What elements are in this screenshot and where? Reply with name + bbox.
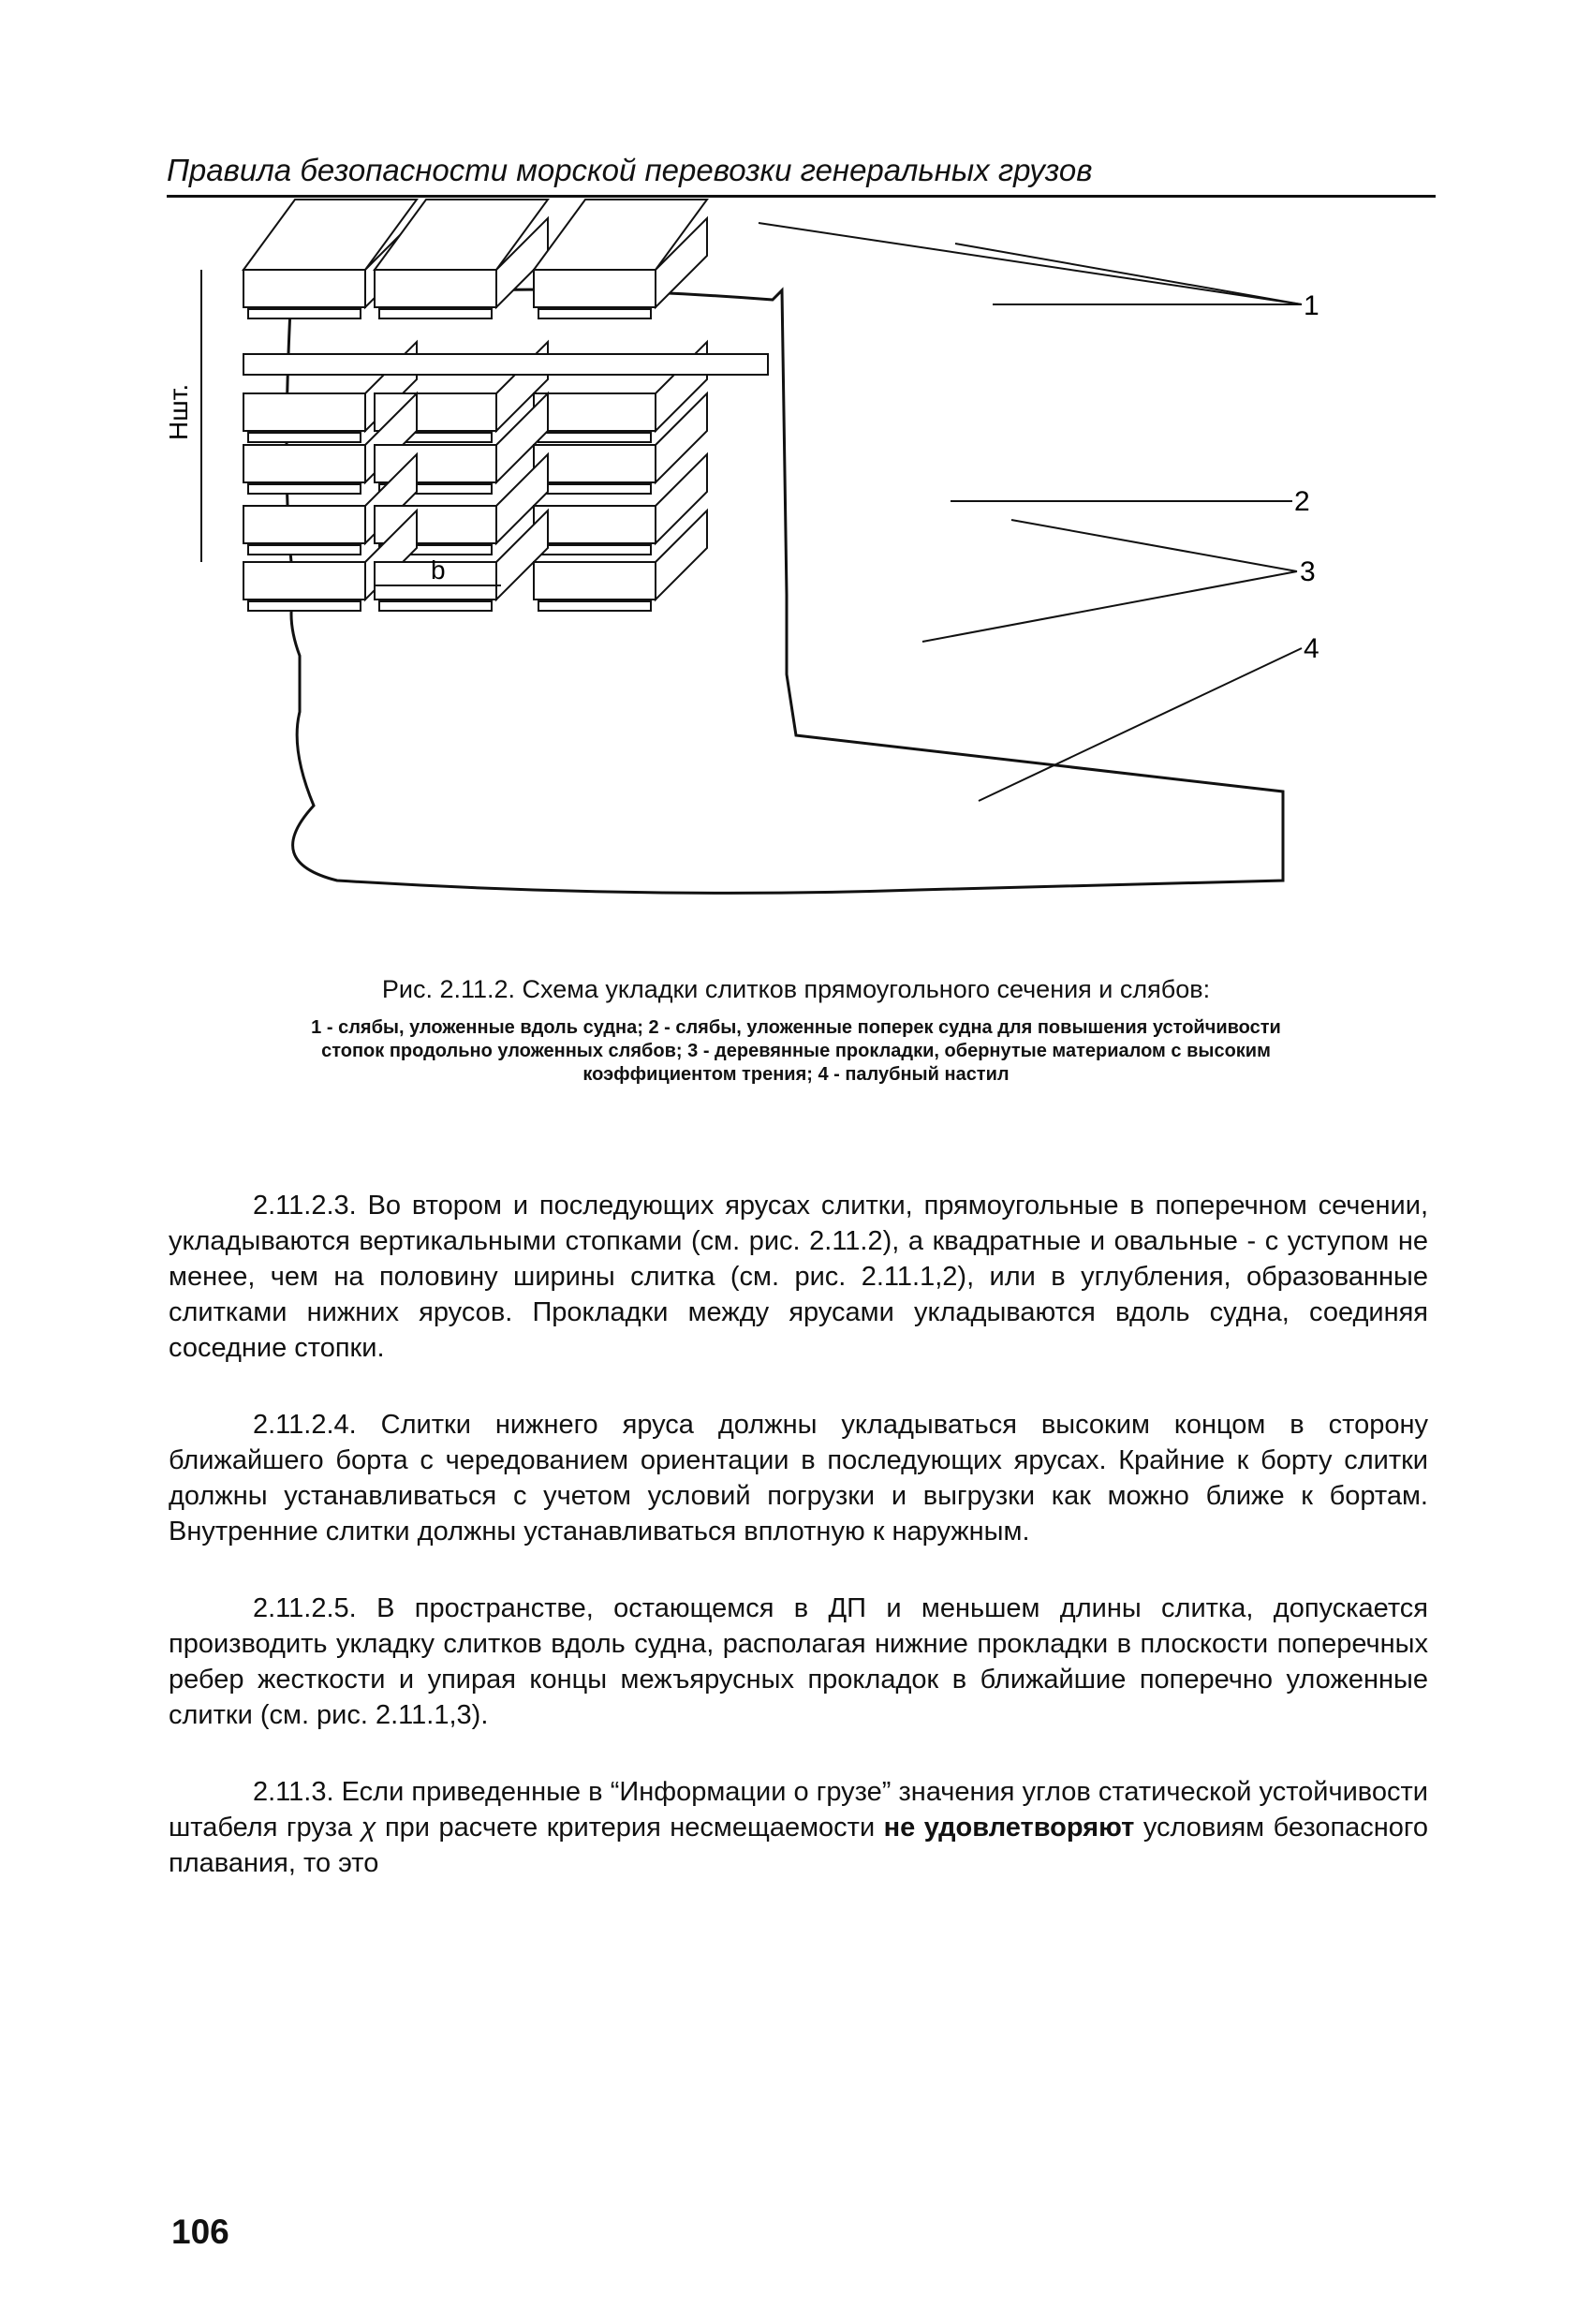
slab-front <box>243 393 365 431</box>
caption-legend: 1 - слябы, уложенные вдоль судна; 2 - слябы, уложенные поперек судна для повышения устойчивости стопок продольно уложенных слябов; 3 - деревянные прокладки, обернутые материалом с высоким коэффициентом трения; 4 - палубный настил <box>311 1017 1281 1085</box>
dunnage-pad <box>248 433 361 442</box>
slab-front <box>534 506 656 543</box>
slab-front <box>243 506 365 543</box>
paragraph-2-11-2-5: 2.11.2.5. В пространстве, остающемся в ДП и меньшем длины слитка, допускается производить укладку слитков вдоль судна, располагая нижние прокладки в плоскости поперечных ребер жесткости и упирая концы межъярусных прокладок в ближайшие поперечно уложенные слитки (см. рис. 2.11.1,3). <box>169 1593 1428 1730</box>
leader-1b <box>955 244 1302 304</box>
leader-1a <box>759 223 1302 304</box>
leader-3a <box>1011 520 1297 571</box>
slab-front <box>534 393 656 431</box>
paragraph-2-11-3 <box>169 1774 1428 1881</box>
dunnage-pad <box>248 309 361 318</box>
page-number: 106 <box>171 2213 229 2251</box>
dunnage-pad <box>248 601 361 611</box>
figure-slab-stacking <box>164 281 1339 965</box>
dunnage-pad <box>538 545 651 555</box>
para-middle: при расчете критерия несмещаемости <box>376 1813 884 1843</box>
leader-lines <box>759 223 1302 801</box>
dunnage-pad <box>538 433 651 442</box>
slab-front <box>243 270 365 307</box>
dunnage-pad <box>248 545 361 555</box>
para-tail: условиям безопасного плавания, то это <box>169 1813 1428 1878</box>
body-text <box>169 1188 1428 1922</box>
slab-front <box>534 445 656 482</box>
stack-diagram <box>164 281 1339 965</box>
paragraph-2-11-2-3: 2.11.2.3. Во втором и последующих ярусах слитки, прямоугольные в поперечном сечении, укладываются вертикальными стопками (см. рис. 2.11.2), а квадратные и овальные - с уступом не менее, чем на половину ширины слитка (см. рис. 2.11.1,2), или в углубления, образованные слитками нижних ярусов. Прокладки между ярусами укладываются вдоль судна, соединяя соседние стопки. <box>169 1191 1428 1363</box>
height-label: Hшт. <box>164 383 193 440</box>
callout-4: 4 <box>1304 633 1319 664</box>
caption-title: Рис. 2.11.2. Схема укладки слитков прямоугольного сечения и слябов: <box>381 975 1211 1003</box>
para-bold: не удовлетворяют <box>883 1813 1135 1843</box>
callout-2: 2 <box>1294 486 1310 517</box>
dunnage-pad <box>248 484 361 494</box>
dunnage-pad <box>538 309 651 318</box>
leader-4 <box>979 648 1302 801</box>
slab-front <box>375 445 496 482</box>
stack-layer <box>243 200 707 611</box>
slab-front <box>534 270 656 307</box>
dunnage-pad <box>379 601 492 611</box>
paragraph-2-11-2-4: 2.11.2.4. Слитки нижнего яруса должны укладываться высоким концом в сторону ближайшего борта с чередованием ориентации в последующих ярусах. Крайние к борту слитки должны устанавливаться с учетом условий погрузки и выгрузки как можно ближе к бортам. Внутренние слитки должны устанавливаться вплотную к наружным. <box>169 1410 1428 1547</box>
callout-3: 3 <box>1300 556 1316 587</box>
running-header: Правила безопасности морской перевозки генеральных грузов <box>167 153 1093 187</box>
header-rule <box>167 195 1436 198</box>
leader-3b <box>922 571 1297 642</box>
dunnage-pad <box>379 309 492 318</box>
dunnage-pad <box>538 601 651 611</box>
slab-front <box>243 562 365 600</box>
slab-front <box>243 445 365 482</box>
dunnage-pad <box>538 484 651 494</box>
callout-1: 1 <box>1304 290 1319 321</box>
chi-symbol: χ <box>361 1813 376 1843</box>
slab-front <box>534 562 656 600</box>
long-sleeper <box>243 354 768 375</box>
slab-front <box>375 270 496 307</box>
para-lead: 2.11.3. Если приведенные в “Информации о грузе” значения углов статической устойчивости штабеля груза <box>169 1777 1428 1843</box>
figure-caption <box>309 974 1283 1087</box>
width-label: b <box>431 555 446 585</box>
